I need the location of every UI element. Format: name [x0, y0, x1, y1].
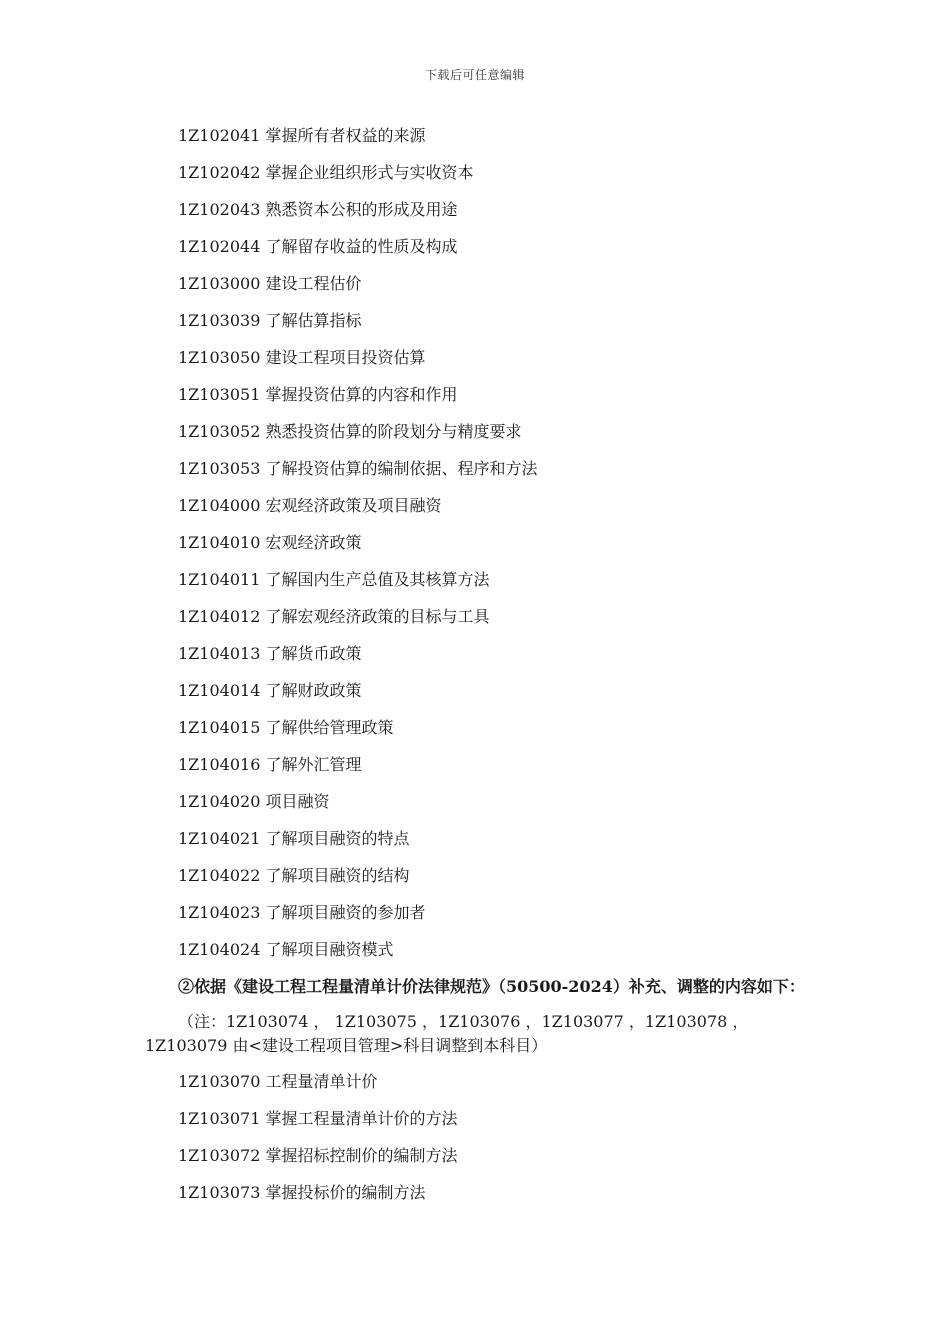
list-item: 1Z103050 建设工程项目投资估算 [178, 348, 426, 367]
list-item: 1Z103071 掌握工程量清单计价的方法 [178, 1109, 458, 1128]
list-item: 1Z104022 了解项目融资的结构 [178, 866, 410, 885]
note-paragraph: （注：1Z103074 ， 1Z103075 ，1Z103076 ，1Z103077 ，1Z103078 ，1Z103079 由<建设工程项目管理>科目调整到本科目） [145, 1012, 749, 1055]
list-item: 1Z103051 掌握投资估算的内容和作用 [178, 385, 458, 404]
list-item: 1Z104023 了解项目融资的参加者 [178, 903, 426, 922]
list-item: 1Z103073 掌握投标价的编制方法 [178, 1183, 426, 1202]
list-item: 1Z103000 建设工程估价 [178, 274, 362, 293]
list-item: 1Z104014 了解财政政策 [178, 681, 362, 700]
list-item: 1Z104013 了解货币政策 [178, 644, 362, 663]
list-item: 1Z104010 宏观经济政策 [178, 533, 362, 552]
list-item: 1Z104000 宏观经济政策及项目融资 [178, 496, 442, 515]
section-heading: ②依据《建设工程工程量清单计价法律规范》（50500-2024）补充、调整的内容如下： [178, 977, 805, 996]
outline-list [178, 124, 818, 1012]
list-item: 1Z102044 了解留存收益的性质及构成 [178, 237, 458, 256]
list-item: 1Z103053 了解投资估算的编制依据、程序和方法 [178, 459, 538, 478]
outline-list-continued [178, 1070, 818, 1218]
list-item: 1Z104015 了解供给管理政策 [178, 718, 394, 737]
list-item: 1Z102042 掌握企业组织形式与实收资本 [178, 163, 474, 182]
list-item: 1Z104024 了解项目融资模式 [178, 940, 394, 959]
page-header: 下载后可任意编辑 [424, 68, 525, 82]
list-item: 1Z103039 了解估算指标 [178, 311, 362, 330]
list-item: 1Z104021 了解项目融资的特点 [178, 829, 410, 848]
list-item: 1Z102041 掌握所有者权益的来源 [178, 126, 426, 145]
list-item: 1Z102043 熟悉资本公积的形成及用途 [178, 200, 458, 219]
list-item: 1Z104016 了解外汇管理 [178, 755, 362, 774]
list-item: 1Z104020 项目融资 [178, 792, 330, 811]
list-item: 1Z103052 熟悉投资估算的阶段划分与精度要求 [178, 422, 522, 441]
list-item: 1Z104012 了解宏观经济政策的目标与工具 [178, 607, 490, 626]
list-item: 1Z103070 工程量清单计价 [178, 1072, 378, 1091]
list-item: 1Z104011 了解国内生产总值及其核算方法 [178, 570, 490, 589]
list-item: 1Z103072 掌握招标控制价的编制方法 [178, 1146, 458, 1165]
